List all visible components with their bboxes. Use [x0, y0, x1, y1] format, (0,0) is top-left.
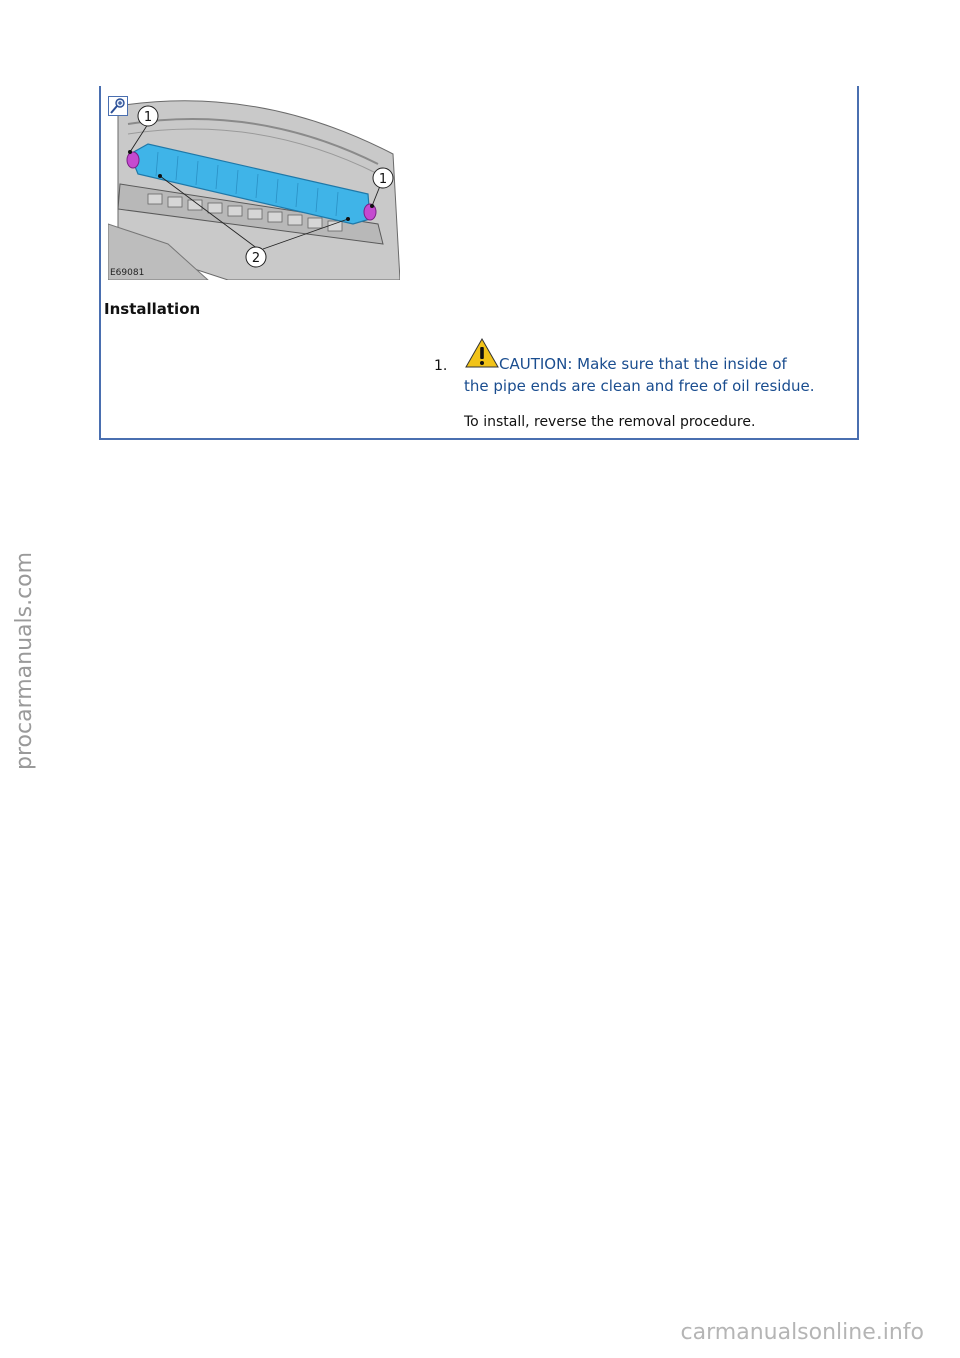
svg-text:2: 2 — [251, 251, 261, 266]
caution-text-line1: CAUTION: Make sure that the inside of — [499, 355, 787, 373]
step-number: 1. — [434, 358, 448, 374]
callout-1-left — [138, 106, 158, 126]
figure-code: E69081 — [110, 268, 145, 278]
section-heading: Installation — [104, 300, 201, 318]
callout-1-right — [373, 168, 393, 188]
svg-text:1: 1 — [378, 172, 388, 187]
component-illustration — [108, 94, 400, 280]
caution-note — [464, 353, 844, 397]
callout-2 — [246, 247, 266, 267]
side-watermark: procarmanuals.com — [12, 551, 37, 770]
bottom-watermark: carmanualsonline.info — [680, 1320, 924, 1345]
svg-text:1: 1 — [143, 110, 153, 125]
caution-text-rest: the pipe ends are clean and free of oil residue. — [464, 377, 815, 395]
magnify-plus-icon[interactable] — [108, 96, 128, 116]
step-instruction: To install, reverse the removal procedure. — [464, 414, 756, 430]
